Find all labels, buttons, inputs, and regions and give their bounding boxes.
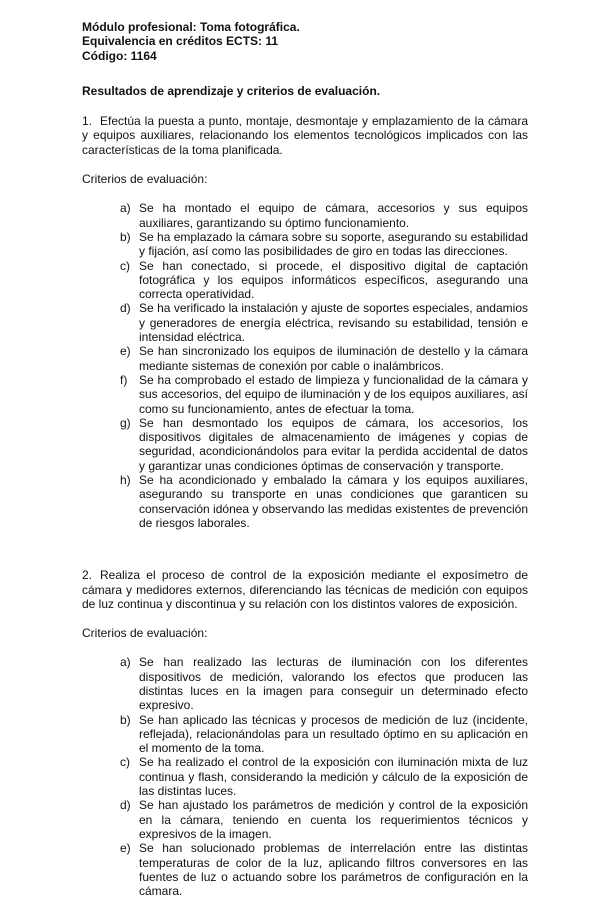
criterion-item: [120, 301, 528, 344]
learning-outcome-2: [82, 568, 528, 611]
criterion-letter: c): [120, 755, 130, 770]
criterion-text: Se ha comprobado el estado de limpieza y funcionalidad de la cámara y sus accesorios, del equipo de iluminación y de los equipos auxiliares, así como su funcionamiento, antes de efectuar la toma.: [139, 372, 528, 416]
criterion-letter: b): [120, 229, 131, 244]
criterion-item: [120, 713, 528, 756]
criterion-letter: d): [120, 798, 131, 813]
learning-outcome-1: [82, 114, 528, 157]
criteria-label: Criterios de evaluación:: [82, 172, 208, 187]
criterion-item: [120, 416, 528, 473]
outcome-text: Efectúa la puesta a punto, montaje, desmontaje y emplazamiento de la cámara y equipos auxiliares, relacionando los elementos tecnológicos implicados con las características de la toma planificada.: [82, 114, 528, 157]
ects-credits: Equivalencia en créditos ECTS: 11: [82, 34, 279, 49]
criterion-text: Se han ajustado los parámetros de medición y control de la exposición en la cámara, teniendo en cuenta los requerimientos técnicos y expresivos de la imagen.: [139, 798, 528, 841]
criterion-item: [120, 755, 528, 798]
criterion-letter: e): [120, 841, 131, 856]
criterion-letter: a): [120, 655, 131, 670]
criterion-item: [120, 230, 528, 259]
criterion-text: Se ha acondicionado y embalado la cámara y los equipos auxiliares, asegurando su transporte en unas condiciones que garanticen su conservación idónea y observando las medidas existentes de prevención de riesgos laborales.: [139, 473, 528, 530]
criterion-text: Se ha montado el equipo de cámara, accesorios y sus equipos auxiliares, garantizando su óptimo funcionamiento.: [139, 201, 528, 230]
criterion-item: [120, 344, 528, 373]
criterion-text: Se han desmontado los equipos de cámara, los accesorios, los dispositivos digitales de almacenamiento de imágenes y copias de seguridad, acondicionándolos para evitar la perdida accidental de datos y garantizar unas condiciones óptimas de conservación y transporte.: [139, 415, 528, 473]
criterion-item: [120, 655, 528, 712]
criterion-text: Se han conectado, si procede, el dispositivo digital de captación fotográfica y los equipos informáticos específicos, asegurando una correcta operatividad.: [139, 258, 528, 302]
outcome-number: 1.: [82, 114, 93, 129]
criterion-letter: e): [120, 344, 131, 359]
criterion-text: Se han aplicado las técnicas y procesos de medición de luz (incidente, reflejada), relacionándolas para un resultado óptimo en su aplicación en el momento de la toma.: [139, 712, 528, 756]
module-code: Código: 1164: [82, 48, 157, 63]
criterion-text: Se ha emplazado la cámara sobre su soporte, asegurando su estabilidad y fijación, así como las posibilidades de giro en todas las direcciones.: [139, 229, 528, 259]
criterion-letter: a): [120, 201, 131, 216]
section-title: Resultados de aprendizaje y criterios de evaluación.: [82, 83, 381, 98]
criterion-text: Se han sincronizado los equipos de iluminación de destello y la cámara mediante sistemas de conexión por cable o inalámbricos.: [139, 344, 528, 373]
outcome-text: Realiza el proceso de control de la exposición mediante el exposímetro de cámara y medidores externos, diferenciando las técnicas de medición con equipos de luz continua y discontinua y su relación con los distintos valores de exposición.: [82, 568, 528, 611]
criterion-item: [120, 841, 528, 898]
criterion-item: [120, 473, 528, 530]
module-title: Módulo profesional: Toma fotográfica.: [82, 20, 300, 34]
criteria-label: Criterios de evaluación:: [82, 626, 208, 641]
criterion-letter: f): [120, 372, 128, 387]
criterion-item: [120, 798, 528, 841]
spacer: [82, 530, 528, 552]
criterion-letter: b): [120, 712, 131, 727]
criterion-letter: h): [120, 473, 131, 488]
criterion-text: Se han solucionado problemas de interrelación entre las distintas temperaturas de color de la luz, aplicando filtros conversores en las fuentes de luz o actuando sobre los parámetros de configuración en la cámara.: [139, 841, 528, 898]
criterion-letter: d): [120, 301, 131, 316]
criterion-letter: g): [120, 415, 131, 430]
criterion-item: [120, 259, 528, 302]
criterion-text: Se ha verificado la instalación y ajuste de soportes especiales, andamios y generadores de energía eléctrica, revisando su estabilidad, tensión e intensidad eléctrica.: [139, 301, 528, 345]
criterion-text: Se ha realizado el control de la exposición con iluminación mixta de luz continua y flash, considerando la medición y cálculo de la exposición de las distintas luces.: [139, 755, 528, 799]
criterion-item: [120, 201, 528, 230]
criterion-text: Se han realizado las lecturas de iluminación con los diferentes dispositivos de medición, valorando los efectos que producen las distintas luces en la imagen para conseguir un determinado efecto expresivo.: [139, 655, 528, 713]
criterion-item: [120, 373, 528, 416]
criterion-letter: c): [120, 258, 130, 273]
criteria-list-1: [82, 201, 528, 530]
criteria-list-2: [82, 655, 528, 898]
outcome-number: 2.: [82, 568, 93, 583]
